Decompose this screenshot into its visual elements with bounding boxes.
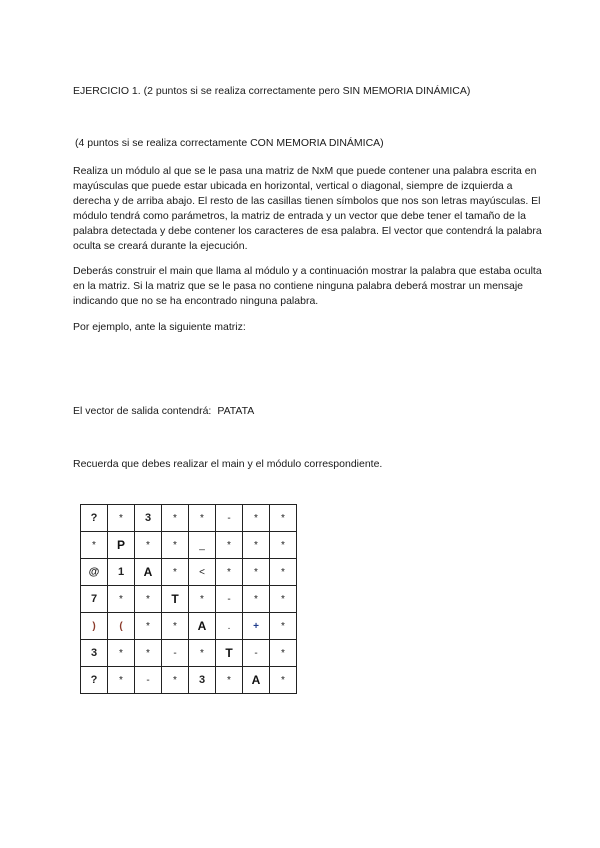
matrix-cell: 3	[81, 640, 108, 667]
matrix-row	[81, 667, 297, 694]
matrix-cell: *	[162, 559, 189, 586]
matrix-row	[81, 586, 297, 613]
output-label: El vector de salida contendrá:	[73, 405, 212, 417]
matrix-cell: (	[108, 613, 135, 640]
matrix-cell: *	[243, 505, 270, 532]
matrix-cell: 7	[81, 586, 108, 613]
matrix-cell: <	[189, 559, 216, 586]
example-intro: Por ejemplo, ante la siguiente matriz:	[73, 321, 246, 333]
matrix-cell: *	[270, 586, 297, 613]
matrix-cell: -	[243, 640, 270, 667]
matrix-row	[81, 532, 297, 559]
matrix-row	[81, 640, 297, 667]
main-requirement-paragraph: Deberás construir el main que llama al módulo y a continuación mostrar la palabra que estaba oculta en la matriz. Si la matriz que se le pasa no contiene ninguna palabra deberá mostrar un mensaje indicando que no se ha encontrado ninguna palabra.	[73, 265, 542, 307]
matrix-cell: T	[216, 640, 243, 667]
matrix-cell: *	[216, 559, 243, 586]
matrix-cell: P	[108, 532, 135, 559]
matrix-row	[81, 559, 297, 586]
matrix-cell: .	[216, 613, 243, 640]
matrix-cell: -	[216, 586, 243, 613]
matrix-cell: *	[270, 505, 297, 532]
example-matrix	[80, 504, 297, 694]
matrix-cell: A	[189, 613, 216, 640]
matrix-cell: 3	[135, 505, 162, 532]
matrix-row	[81, 505, 297, 532]
matrix-cell: +	[243, 613, 270, 640]
matrix-cell: *	[270, 613, 297, 640]
matrix-cell: *	[216, 532, 243, 559]
matrix-cell: @	[81, 559, 108, 586]
reminder-text: Recuerda que debes realizar el main y el módulo correspondiente.	[73, 458, 383, 470]
exercise-title: EJERCICIO 1. (2 puntos si se realiza correctamente pero SIN MEMORIA DINÁMICA)	[73, 85, 471, 97]
matrix-cell: *	[270, 532, 297, 559]
matrix-body	[81, 505, 297, 694]
exercise-subtitle: (4 puntos si se realiza correctamente CON MEMORIA DINÁMICA)	[75, 137, 384, 149]
output-value: PATATA	[217, 405, 255, 417]
matrix-cell: T	[162, 586, 189, 613]
matrix-cell: *	[162, 532, 189, 559]
matrix-cell: ?	[81, 667, 108, 694]
matrix-cell: *	[108, 505, 135, 532]
matrix-cell: _	[189, 532, 216, 559]
matrix-cell: )	[81, 613, 108, 640]
matrix-cell: -	[135, 667, 162, 694]
matrix-cell: -	[216, 505, 243, 532]
matrix-cell: *	[270, 667, 297, 694]
matrix-cell: *	[135, 586, 162, 613]
matrix-cell: *	[243, 559, 270, 586]
matrix-cell: *	[135, 613, 162, 640]
matrix-cell: *	[162, 505, 189, 532]
matrix-cell: *	[243, 532, 270, 559]
matrix-cell: *	[135, 640, 162, 667]
matrix-cell: 1	[108, 559, 135, 586]
matrix-row	[81, 613, 297, 640]
matrix-cell: *	[216, 667, 243, 694]
matrix-cell: *	[189, 505, 216, 532]
matrix-cell: *	[189, 586, 216, 613]
matrix-cell: ?	[81, 505, 108, 532]
matrix-cell: *	[162, 667, 189, 694]
matrix-cell: A	[135, 559, 162, 586]
matrix-cell: A	[243, 667, 270, 694]
matrix-cell: *	[189, 640, 216, 667]
matrix-cell: -	[162, 640, 189, 667]
matrix-cell: *	[162, 613, 189, 640]
matrix-cell: *	[135, 532, 162, 559]
matrix-cell: *	[108, 640, 135, 667]
matrix-cell: *	[270, 640, 297, 667]
matrix-cell: *	[243, 586, 270, 613]
output-line	[73, 404, 543, 419]
matrix-cell: *	[108, 586, 135, 613]
description-paragraph: Realiza un módulo al que se le pasa una matriz de NxM que puede contener una palabra escrita en mayúsculas que puede estar ubicada en horizontal, vertical o diagonal, siempre de izquierda a derecha y de arriba abajo. El resto de las casillas tienen símbolos que nos son letras mayúsculas. El módulo tendrá como parámetros, la matriz de entrada y un vector que debe tener el tamaño de la palabra detectada y debe contener los caracteres de esa palabra. El vector que contendrá la palabra oculta se creará durante la ejecución.	[73, 165, 542, 252]
matrix-cell: 3	[189, 667, 216, 694]
matrix-cell: *	[81, 532, 108, 559]
matrix-cell: *	[108, 667, 135, 694]
matrix-cell: *	[270, 559, 297, 586]
